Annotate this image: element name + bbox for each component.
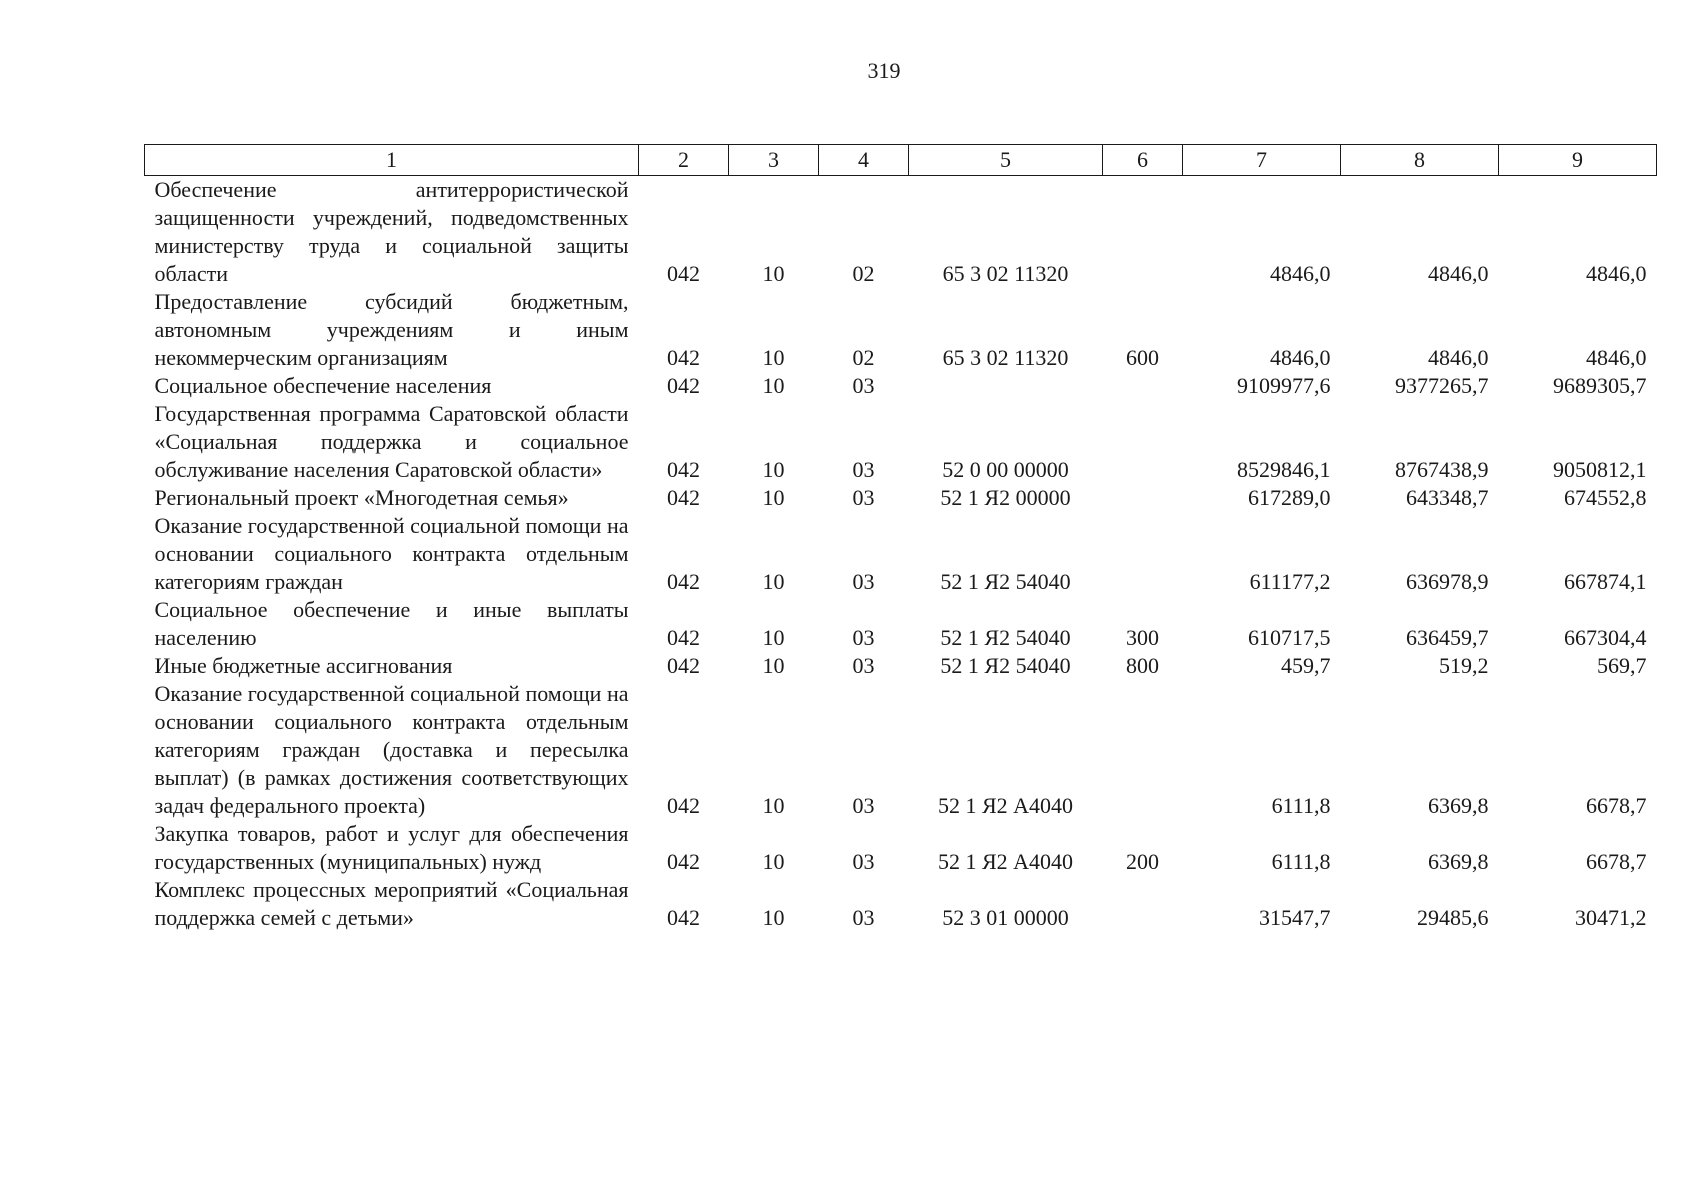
- subsection-code: 03: [852, 485, 875, 510]
- row-name: Оказание государственной социальной помощи на основании социального контракта отдельным категориям граждан: [154, 513, 629, 594]
- expense-type-code: 200: [1126, 849, 1159, 874]
- table-row: [145, 372, 1657, 400]
- table-row: [145, 512, 1657, 596]
- expense-type-code: [1103, 176, 1183, 289]
- subsection-code: 03: [852, 793, 875, 818]
- amount-col-9: 6678,7: [1586, 849, 1647, 874]
- expense-type-code: [1103, 680, 1183, 820]
- row-name: Региональный проект «Многодетная семья»: [154, 485, 569, 510]
- column-number-row: [145, 145, 1657, 176]
- column-header-4: 4: [819, 145, 909, 176]
- subsection-code: 02: [852, 261, 875, 286]
- subsection-code: 03: [852, 625, 875, 650]
- amount-col-8: 636459,7: [1406, 625, 1489, 650]
- admin-code: 042: [667, 905, 700, 930]
- target-article-code: 52 3 01 00000: [942, 905, 1069, 930]
- amount-col-9: 4846,0: [1586, 261, 1647, 286]
- row-name: Закупка товаров, работ и услуг для обеспечения государственных (муниципальных) нужд: [154, 821, 629, 874]
- amount-col-7: 617289,0: [1248, 485, 1331, 510]
- column-header-6: 6: [1103, 145, 1183, 176]
- table-row: [145, 400, 1657, 484]
- amount-col-9: 674552,8: [1564, 485, 1647, 510]
- section-code: 10: [762, 373, 785, 398]
- target-article-code: 52 1 Я2 54040: [940, 569, 1071, 594]
- amount-col-8: 8767438,9: [1395, 457, 1489, 482]
- row-name: Предоставление субсидий бюджетным, автономным учреждениям и иным некоммерческим организациям: [154, 289, 629, 370]
- column-header-7: 7: [1183, 145, 1341, 176]
- expense-type-code: 300: [1126, 625, 1159, 650]
- admin-code: 042: [667, 485, 700, 510]
- subsection-code: 02: [852, 345, 875, 370]
- table-body: [145, 176, 1657, 933]
- target-article-code: 52 0 00 00000: [942, 457, 1069, 482]
- amount-col-8: 9377265,7: [1395, 373, 1489, 398]
- table-row: [145, 820, 1657, 876]
- expense-type-code: 600: [1126, 345, 1159, 370]
- target-article-code: 52 1 Я2 54040: [940, 625, 1071, 650]
- section-code: 10: [762, 905, 785, 930]
- row-name: Социальное обеспечение и иные выплаты населению: [154, 597, 629, 650]
- column-header-9: 9: [1499, 145, 1657, 176]
- admin-code: 042: [667, 457, 700, 482]
- subsection-code: 03: [852, 849, 875, 874]
- amount-col-7: 459,7: [1281, 653, 1331, 678]
- section-code: 10: [762, 569, 785, 594]
- section-code: 10: [762, 485, 785, 510]
- target-article-code: 65 3 02 11320: [942, 345, 1069, 370]
- subsection-code: 03: [852, 457, 875, 482]
- column-header-2: 2: [639, 145, 729, 176]
- amount-col-7: 6111,8: [1271, 849, 1331, 874]
- table-row: [145, 876, 1657, 932]
- expense-type-code: 800: [1126, 653, 1159, 678]
- amount-col-7: 8529846,1: [1237, 457, 1331, 482]
- table-row: [145, 176, 1657, 289]
- amount-col-8: 4846,0: [1428, 261, 1489, 286]
- amount-col-8: 4846,0: [1428, 345, 1489, 370]
- admin-code: 042: [667, 345, 700, 370]
- expense-type-code: [1103, 512, 1183, 596]
- section-code: 10: [762, 793, 785, 818]
- amount-col-8: 636978,9: [1406, 569, 1489, 594]
- target-article-code: 52 1 Я2 А4040: [937, 793, 1074, 818]
- section-code: 10: [762, 457, 785, 482]
- amount-col-7: 4846,0: [1270, 345, 1331, 370]
- table-row: [145, 288, 1657, 372]
- row-name: Иные бюджетные ассигнования: [154, 653, 453, 678]
- admin-code: 042: [667, 793, 700, 818]
- row-name: Оказание государственной социальной помощи на основании социального контракта отдельным категориям граждан (доставка и пересылка выплат) (в рамках достижения соответствующих задач федерального проекта): [154, 681, 629, 818]
- column-header-5: 5: [909, 145, 1103, 176]
- section-code: 10: [762, 849, 785, 874]
- subsection-code: 03: [852, 905, 875, 930]
- page-number: 319: [867, 58, 901, 83]
- expense-type-code: [1103, 484, 1183, 512]
- amount-col-7: 610717,5: [1248, 625, 1331, 650]
- row-name: Обеспечение антитеррористической защищенности учреждений, подведомственных министерству труда и социальной защиты области: [154, 177, 629, 286]
- expense-type-code: [1103, 400, 1183, 484]
- amount-col-9: 667874,1: [1564, 569, 1647, 594]
- amount-col-8: 643348,7: [1406, 485, 1489, 510]
- row-name: Комплекс процессных мероприятий «Социальная поддержка семей с детьми»: [154, 877, 629, 930]
- target-article-code: 52 1 Я2 А4040: [937, 849, 1074, 874]
- amount-col-7: 31547,7: [1259, 905, 1331, 930]
- admin-code: 042: [667, 569, 700, 594]
- table-row: [145, 484, 1657, 512]
- table-row: [145, 652, 1657, 680]
- admin-code: 042: [667, 261, 700, 286]
- column-header-1: 1: [145, 145, 639, 176]
- amount-col-7: 9109977,6: [1237, 373, 1331, 398]
- admin-code: 042: [667, 373, 700, 398]
- amount-col-9: 667304,4: [1564, 625, 1647, 650]
- admin-code: 042: [667, 849, 700, 874]
- section-code: 10: [762, 261, 785, 286]
- amount-col-8: 6369,8: [1428, 849, 1489, 874]
- amount-col-9: 6678,7: [1586, 793, 1647, 818]
- column-header-3: 3: [729, 145, 819, 176]
- column-header-8: 8: [1341, 145, 1499, 176]
- section-code: 10: [762, 625, 785, 650]
- table-row: [145, 596, 1657, 652]
- amount-col-9: 4846,0: [1586, 345, 1647, 370]
- section-code: 10: [762, 345, 785, 370]
- subsection-code: 03: [852, 653, 875, 678]
- amount-col-7: 611177,2: [1249, 569, 1331, 594]
- expense-type-code: [1103, 372, 1183, 400]
- target-article-code: 52 1 Я2 54040: [940, 653, 1071, 678]
- amount-col-9: 9050812,1: [1553, 457, 1647, 482]
- section-code: 10: [762, 653, 785, 678]
- amount-col-9: 569,7: [1597, 653, 1647, 678]
- target-article-code: [909, 372, 1103, 400]
- amount-col-9: 30471,2: [1575, 905, 1647, 930]
- amount-col-9: 9689305,7: [1553, 373, 1647, 398]
- subsection-code: 03: [852, 569, 875, 594]
- budget-table: [144, 144, 1657, 932]
- expense-type-code: [1103, 876, 1183, 932]
- row-name: Государственная программа Саратовской области «Социальная поддержка и социальное обслуживание населения Саратовской области»: [154, 401, 629, 482]
- admin-code: 042: [667, 653, 700, 678]
- target-article-code: 52 1 Я2 00000: [940, 485, 1071, 510]
- amount-col-7: 4846,0: [1270, 261, 1331, 286]
- amount-col-8: 519,2: [1439, 653, 1489, 678]
- target-article-code: 65 3 02 11320: [942, 261, 1069, 286]
- amount-col-8: 6369,8: [1428, 793, 1489, 818]
- table-header: [145, 145, 1657, 176]
- table-row: [145, 680, 1657, 820]
- subsection-code: 03: [852, 373, 875, 398]
- amount-col-7: 6111,8: [1271, 793, 1331, 818]
- amount-col-8: 29485,6: [1417, 905, 1489, 930]
- row-name: Социальное обеспечение населения: [154, 373, 492, 398]
- admin-code: 042: [667, 625, 700, 650]
